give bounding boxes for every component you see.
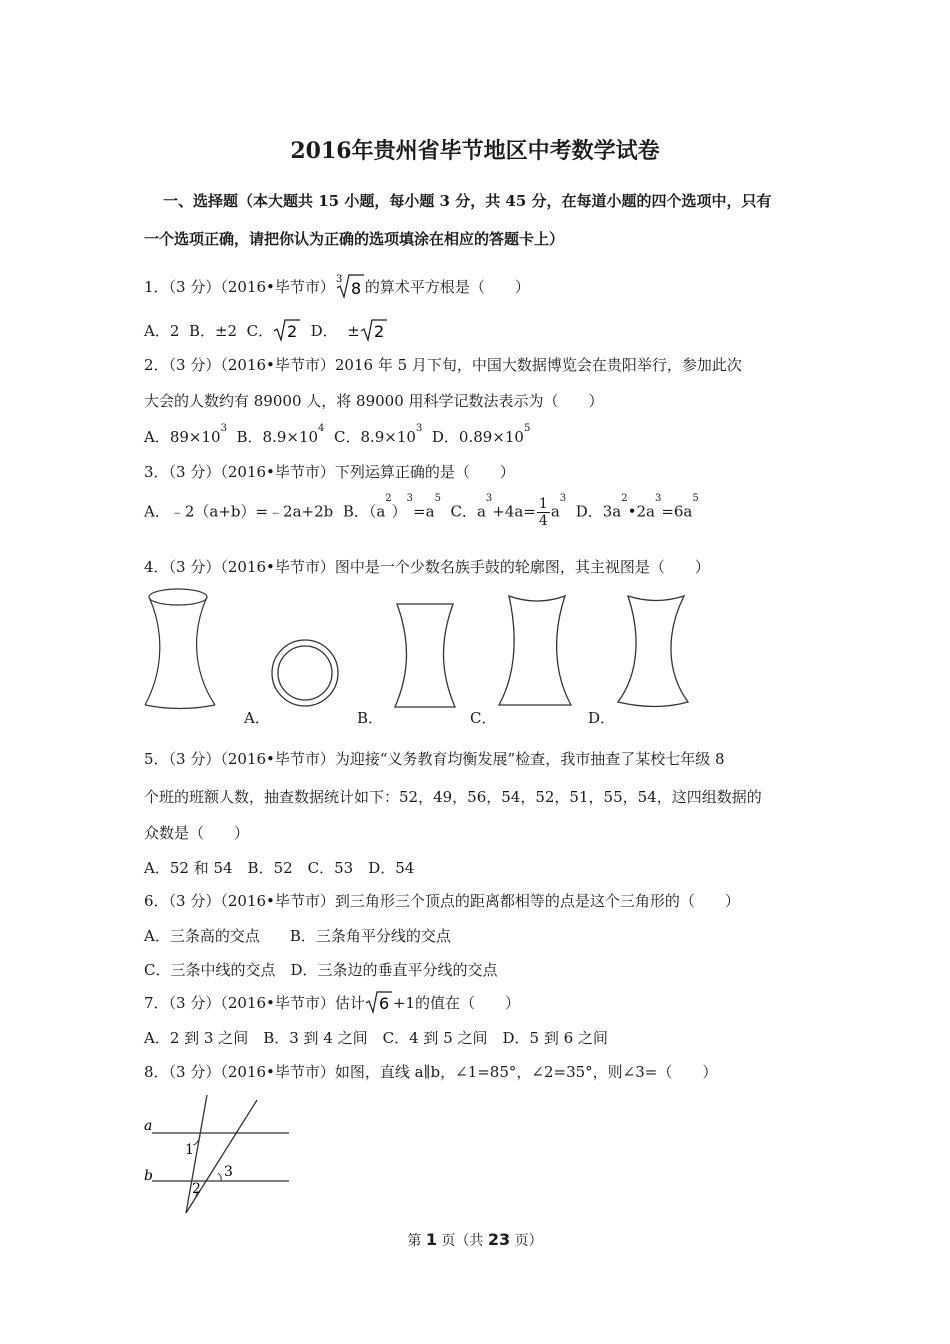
question-2-line1: 2．（3 分）（2016•毕节市）2016 年 5 月下旬，中国大数据博览会在贵阳举行，参加此次 — [144, 356, 742, 374]
q1-d-radicand: 2 — [373, 322, 384, 341]
question-7-options: A．2 到 3 之间 B．3 到 4 之间 C．4 到 5 之间 D．5 到 6 之间 — [144, 1029, 608, 1047]
angle-1-label: 1 — [185, 1142, 194, 1158]
question-6-stem: 6．（3 分）（2016•毕节市）到三角形三个顶点的距离都相等的点是这个三角形的（ ） — [144, 892, 740, 910]
question-5-line3: 众数是（ ） — [144, 824, 250, 842]
footer-post: 页） — [510, 1233, 543, 1249]
parallel-lines-figure — [140, 1092, 300, 1217]
q3-option-b: B．（a — [342, 502, 386, 521]
q2-b-exponent: 4 — [318, 423, 325, 434]
angle-3-label: 3 — [224, 1164, 233, 1180]
q2-option-b: B．8.9×10 — [236, 428, 319, 446]
q3-c-denominator: 4 — [538, 513, 548, 529]
question-4-stem: 4．（3 分）（2016•毕节市）图中是一个少数名族手鼓的轮廓图，其主视图是（ ） — [144, 558, 710, 576]
question-1-options — [144, 318, 388, 346]
question-3-options — [144, 493, 699, 529]
q3-c-exp2: 3 — [559, 493, 567, 504]
q3-c-numerator: 1 — [538, 496, 548, 512]
q3-option-a: A．﹣2（a+b）=﹣2a+2b — [144, 502, 334, 521]
q1-option-c: C． — [246, 322, 274, 340]
q3-d-eq: =6a — [661, 502, 693, 521]
question-3-stem: 3．（3 分）（2016•毕节市）下列运算正确的是（ ） — [144, 463, 515, 481]
question-2-options — [144, 423, 531, 447]
q3-b-mid: ） — [391, 502, 407, 521]
q1-root-index: 3 — [335, 274, 343, 285]
footer-page-number: 1 — [425, 1230, 437, 1249]
q1-c-radicand: 2 — [287, 322, 298, 341]
q3-d-exp3: 5 — [692, 493, 699, 504]
q3-d-exp2: 3 — [654, 493, 662, 504]
section-heading-line2: 一个选项正确，请把你认为正确的选项填涂在相应的答题卡上） — [144, 230, 565, 248]
q1-prefix: 1．（3 分）（2016•毕节市） — [144, 278, 335, 296]
question-5-line1: 5．（3 分）（2016•毕节市）为迎接“义务教育均衡发展”检查，我市抽查了某校七年级 8 — [144, 750, 725, 768]
q3-option-d: D．3a — [575, 502, 622, 521]
question-5-options: A．52 和 54 B．52 C．53 D．54 — [144, 859, 415, 877]
q3-b-exp3: 5 — [434, 493, 441, 504]
page-footer — [0, 1230, 950, 1250]
q2-d-exponent: 5 — [523, 423, 531, 434]
q2-option-c: C．8.9×10 — [333, 428, 416, 446]
label-a: a — [144, 1118, 153, 1134]
question-8-stem: 8．（3 分）（2016•毕节市）如图，直线 a∥b，∠1=85°，∠2=35°，则∠3=（ ） — [144, 1063, 718, 1081]
q1-option-b: B．±2 — [188, 322, 238, 340]
question-6-options-row2: C．三条中线的交点 D．三条边的垂直平分线的交点 — [144, 961, 498, 979]
question-1-stem — [144, 272, 530, 304]
q3-b-exp2: 3 — [406, 493, 414, 504]
q3-c-exp1: 3 — [485, 493, 493, 504]
label-b: b — [144, 1168, 153, 1184]
q1-option-d: D． — [310, 322, 338, 340]
angle-2-label: 2 — [192, 1181, 201, 1197]
q3-option-c: C．a — [450, 502, 486, 521]
q7-radicand: 6 — [378, 994, 390, 1013]
section-heading-line1: 一、选择题（本大题共 15 小题，每小题 3 分，共 45 分，在每道小题的四个选项中，只有 — [163, 192, 772, 210]
q3-c-post: a — [550, 502, 560, 521]
option-d-figure — [612, 592, 692, 710]
question-7-stem — [144, 990, 520, 1018]
q1-radicand: 8 — [350, 279, 362, 298]
footer-total-pages: 23 — [487, 1230, 511, 1249]
q7-prefix: 7．（3 分）（2016•毕节市）估计 — [144, 994, 365, 1012]
fraction-one-quarter — [537, 496, 550, 529]
q4-option-c: C． — [470, 709, 497, 727]
question-2-line2: 大会的人数约有 89000 人，将 89000 用科学记数法表示为（ ） — [144, 392, 604, 410]
sqrt-2-c — [273, 318, 301, 346]
q1-option-a: A．2 — [144, 322, 180, 340]
sqrt-6 — [365, 990, 393, 1018]
q3-b-eq: =a — [413, 502, 435, 521]
q3-d-mid: •2a — [627, 502, 655, 521]
cube-root-8 — [335, 272, 365, 304]
option-c-figure — [495, 592, 575, 710]
q2-option-a: A．89×10 — [144, 428, 221, 446]
q2-a-exponent: 3 — [220, 423, 227, 434]
hand-drum-figure — [140, 585, 220, 713]
q3-b-exp1: 2 — [385, 493, 392, 504]
q4-option-a: A． — [244, 709, 270, 727]
q3-c-mid: +4a= — [492, 502, 536, 521]
question-6-options-row1: A．三条高的交点 B．三条角平分线的交点 — [144, 927, 451, 945]
footer-pre: 第 — [407, 1233, 426, 1249]
option-a-circle-figure — [270, 638, 340, 708]
q1-suffix: 的算术平方根是（ ） — [364, 278, 530, 296]
question-5-line2: 个班的班额人数，抽查数据统计如下：52，49，56，54，52，51，55，54，这四组数据的 — [144, 788, 762, 806]
page-title: 2016年贵州省毕节地区中考数学试卷 — [290, 138, 660, 164]
q4-option-d: D． — [588, 709, 616, 727]
q4-option-b: B． — [357, 709, 384, 727]
q1-d-plus-minus: ± — [347, 322, 360, 340]
q2-option-d: D．0.89×10 — [431, 428, 524, 446]
sqrt-2-d — [360, 318, 388, 346]
q3-d-exp1: 2 — [621, 493, 628, 504]
footer-mid: 页（共 — [436, 1233, 488, 1249]
q2-c-exponent: 3 — [415, 423, 423, 434]
q7-suffix: 的值在（ ） — [415, 994, 521, 1012]
q7-plus-one: +1 — [392, 994, 416, 1012]
option-b-figure — [390, 600, 460, 710]
